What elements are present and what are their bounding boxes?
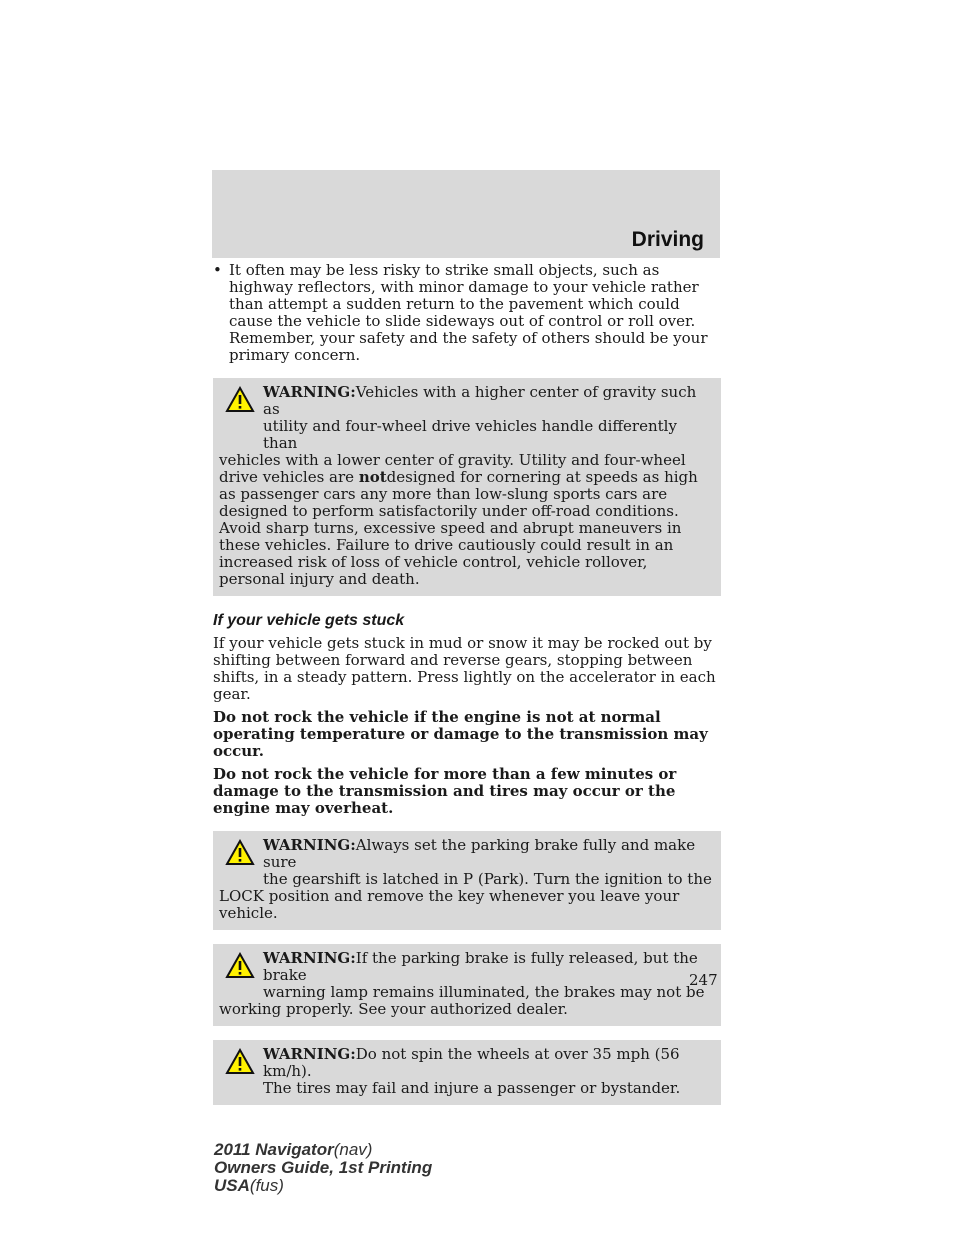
warning-text: Do not spin the wheels at over 35 mph (56 km/h). (263, 1045, 680, 1080)
warning-box-brake-lamp (213, 944, 721, 1026)
warning-text: LOCK position and remove the key whenever you leave your vehicle. (219, 887, 680, 922)
warning-text: warning lamp remains illuminated, the brakes may not be (263, 983, 705, 1001)
warning-text: working properly. See your authorized dealer. (219, 1000, 568, 1018)
warning-text: vehicles with a lower center of gravity. Utility and four-wheel drive vehicles are (219, 451, 686, 486)
footer (214, 1141, 432, 1195)
warning-text: utility and four-wheel drive vehicles handle differently than (263, 417, 677, 452)
warning-label: WARNING: (263, 383, 356, 401)
warning-text: Vehicles with a higher center of gravity such as (263, 383, 697, 418)
warning-label: WARNING: (263, 1045, 356, 1063)
section-title: Driving (631, 228, 704, 251)
warning-triangle-icon (225, 839, 255, 866)
paragraph-bold: Do not rock the vehicle if the engine is not at normal operating temperature or damage to the transmission may occur. (213, 708, 708, 760)
section-heading: If your vehicle gets stuck (213, 612, 405, 629)
warning-triangle-icon (225, 1048, 255, 1075)
warning-box-wheel-spin (213, 1040, 721, 1105)
footer-guide: Owners Guide, 1st Printing (214, 1158, 433, 1177)
footer-model: 2011 Navigator (214, 1140, 334, 1159)
warning-text: The tires may fail and injure a passenger or bystander. (263, 1079, 681, 1097)
warning-label: WARNING: (263, 949, 356, 967)
paragraph: If your vehicle gets stuck in mud or snow it may be rocked out by shifting between forward and reverse gears, stopping between shifts, in a steady pattern. Press lightly on the accelerator in each gear. (213, 634, 716, 703)
warning-triangle-icon (225, 952, 255, 979)
footer-market: USA (214, 1176, 250, 1195)
page-number: 247 (689, 971, 718, 989)
bullet-text: It often may be less risky to strike small objects, such as highway reflectors, with minor damage to your vehicle rather than attempt a sudden return to the pavement which could cause the vehicle to slide sideways out of control or roll over. Remember, your safety and the safety of others should be your primary concern. (229, 261, 708, 364)
footer-market-code: (fus) (249, 1176, 284, 1195)
warning-box-rollover (213, 378, 721, 596)
footer-model-code: (nav) (333, 1140, 373, 1159)
bullet-item (213, 262, 721, 364)
warning-triangle-icon (225, 386, 255, 413)
page-content (213, 262, 721, 1105)
bullet-marker: • (213, 261, 222, 279)
warning-emphasis: not (358, 468, 387, 486)
warning-box-parking (213, 831, 721, 930)
warning-text: Always set the parking brake fully and make sure (263, 836, 696, 871)
warning-text: designed for cornering at speeds as high as passenger cars any more than low-slung sports cars are designed to perform satisfactorily under off-road conditions. Avoid sharp turns, excessive speed and abrupt maneuvers in these vehicles. Failure to drive cautiously could result in an increased risk of loss of vehicle control, vehicle rollover, personal injury and death. (219, 468, 698, 588)
warning-text: If the parking brake is fully released, but the brake (263, 949, 698, 984)
warning-label: WARNING: (263, 836, 356, 854)
paragraph-bold: Do not rock the vehicle for more than a few minutes or damage to the transmission and tires may occur or the engine may overheat. (213, 765, 677, 817)
section-header (212, 170, 720, 258)
warning-text: the gearshift is latched in P (Park). Turn the ignition to the (263, 870, 712, 888)
